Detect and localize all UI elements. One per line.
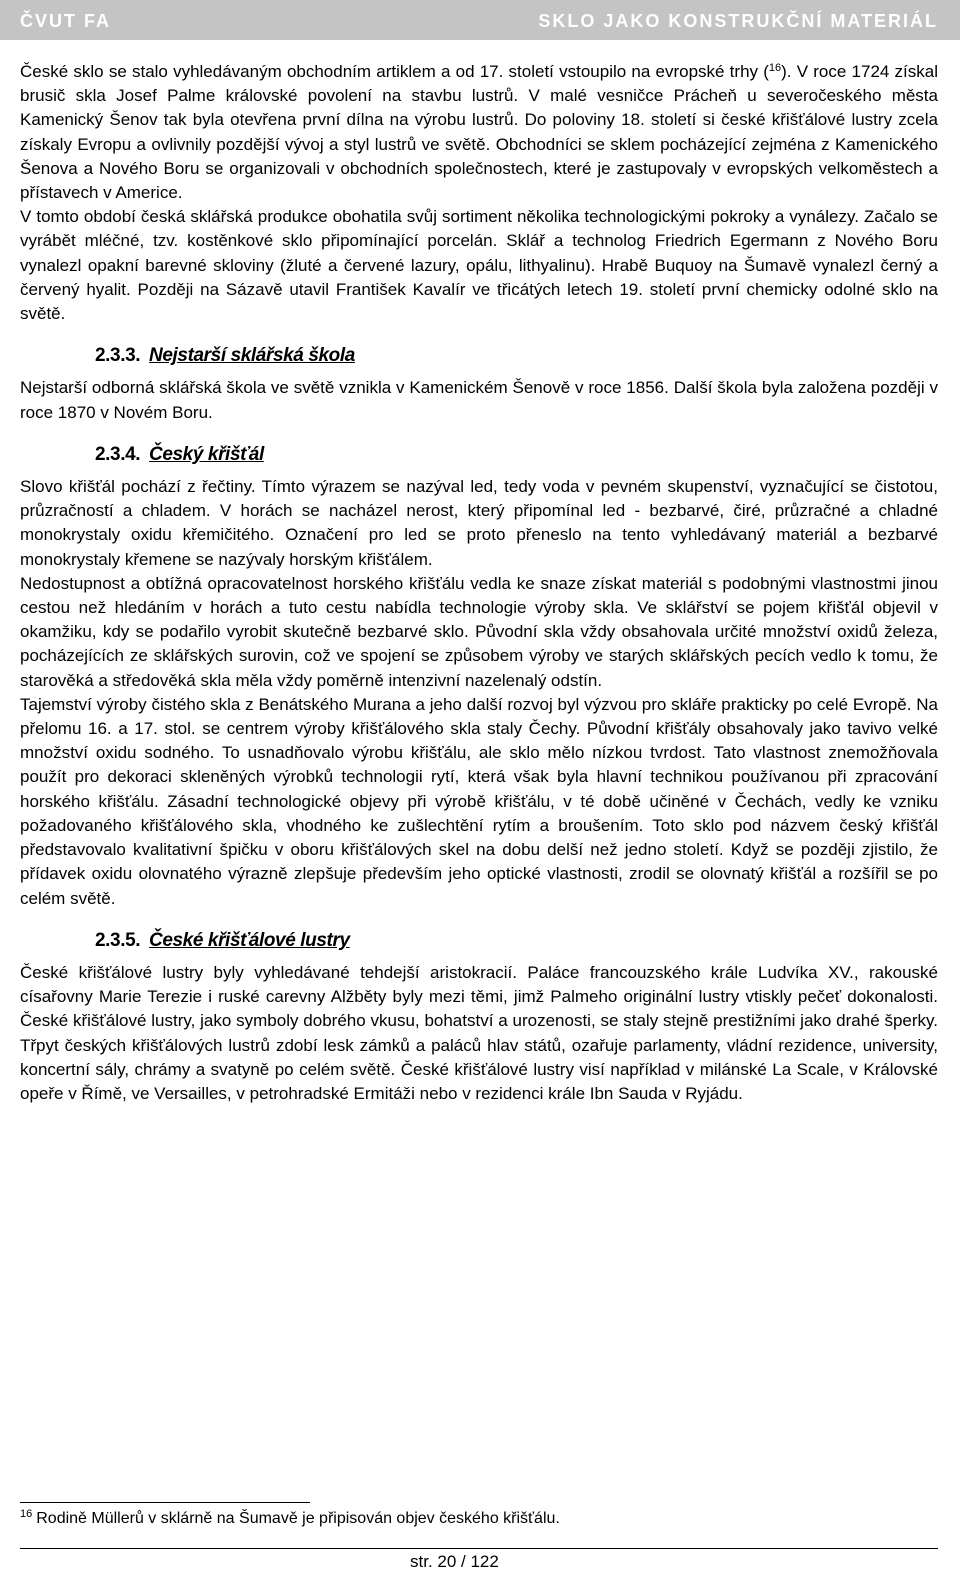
section-heading [95,443,938,467]
section-title: Český křišťál [149,443,264,465]
header-document-title: SKLO JAKO KONSTRUKČNÍ MATERIÁL [538,11,938,31]
footnote [20,1508,560,1528]
footnote-divider [20,1502,310,1503]
page-number: str. 20 / 122 [410,1552,499,1571]
footnote-number: 16 [20,1508,33,1520]
page-header [0,0,960,40]
paragraph: České křišťálové lustry byly vyhledávané tehdejší aristokracií. Paláce francouzského krále Ludvíka XV., rakouské císařovny Marie Terezie i ruské carevny Alžběty byly mezi těmi, jimž Palmeho originální lustry vtiskly pečeť dokonalosti. České křišťálové lustry, jako symboly dobrého vkusu, bohatství a urozenosti, se staly stejně prestižními jako drahé šperky. Třpyt českých křišťálových lustrů zdobí lesk zámků a paláců hlav států, ozařuje parlamenty, vládní rezidence, university, koncertní sály, chrámy a svatyně po celém světě. České křišťálové lustry visí například v milánské La Scale, v Královské opeře v Římě, ve Versailles, v petrohradské Ermitáži nebo v rezidenci krále Ibn Sauda v Ryjádu. [20,962,938,1103]
section-title: Nejstarší sklářská škola [149,345,355,367]
paragraph: V tomto období česká sklářská produkce obohatila svůj sortiment několika technologickými pokroky a vynálezy. Začalo se vyrábět mléčné, tzv. kostěnkové sklo připomínající porcelán. Sklář a technolog Friedrich Egermann z Nového Boru vynalezl opakní barevné skloviny (žluté a červené lazury, opálu, lithyalinu). Hrabě Buquoy na Šumavě vynalezl černý a červený hyalit. Později na Sázavě utavil František Kavalír ve třicátých letech 19. století první chemicky odolné sklo na světě. [20,207,938,324]
paragraph: Nedostupnost a obtížná opracovatelnost horského křišťálu vedla ke snaze získat materiál s podobnými vlastnostmi jinou cestou než hledáním v horách a tuto cestu nabídla technologie výroby skla. Ve sklářství se pojem křišťál objevil v okamžiku, kdy se podařilo vyrobit skutečně bezbarvé sklo. Původní skla vždy obsahovala určité množství oxidů železa, pocházejících ze sklářských surovin, což ve spojení se způsobem výroby ve starých sklářských pecích vedlo k tomu, že starověká a středověká skla měla vždy poměrně intenzivní nazelenalý odstín. [20,573,938,690]
paragraph: Slovo křišťál pochází z řečtiny. Tímto výrazem se nazýval led, tedy voda v pevném skupenství, vyznačující se čistotou, průzračností a chladem. V horách se nacházel nerost, který připomínal led - bezbarvé, čiré, průzračné a chladné monokrystaly oxidu křemičitého. Označení pro led se proto přeneslo na tento vyhledávaný materiál a bezbarvé monokrystaly křemene se nazývaly horským křišťálem. [20,477,938,569]
section-heading [95,929,938,953]
footnote-text: Rodině Müllerů v sklárně na Šumavě je připisován objev českého křišťálu. [36,1510,560,1527]
section-heading [95,344,938,368]
header-institution: ČVUT FA [20,11,112,31]
section-title: České křišťálové lustry [149,929,350,951]
footer-divider [20,1548,938,1549]
paragraph: České sklo se stalo vyhledávaným obchodním artiklem a od 17. století vstoupilo na evropské trhy ($^{16}$). V roce 1724 získal brusič skla Josef Palme královské povolení na stavbu lustrů. V malé vesničce Prácheň u severočeského města Kamenický Šenov tak byla otevřena první dílna na výrobu lustrů. Do poloviny 18. století si české křišťálové lustry zcela získaly Evropu a ovlivnily pozdější vývoj a styl lustrů ve světě. Obchodníci se sklem pocházející zejména z Kamenického Šenova a Nového Boru se organizovali v obchodních společnostech, které je zastupovaly v evropských velkoměstech a přístavech v Americe. [20,62,939,203]
paragraph: Nejstarší odborná sklářská škola ve světě vznikla v Kamenickém Šenově v roce 1856. Další škola byla založena později v roce 1870 v Novém Boru. [20,378,938,422]
section-number: 2.3.4. [95,443,141,465]
page-content [20,60,938,1106]
paragraph: Tajemství výroby čistého skla z Benátského Murana a jeho další rozvoj byl výzvou pro skláře prakticky po celé Evropě. Na přelomu 16. a 17. stol. se centrem výroby křišťálového skla staly Čechy. Původní křišťály obsahovaly jako tavivo velké množství oxidu sodného. To usnadňovalo výrobu křišťálu, ale sklo mělo nízkou tvrdost. Tato vlastnost znemožňovala použít pro dekoraci skleněných výrobků technologii rytí, která však byla hlavní technikou používanou při zpracování horského křišťálu. Zásadní technologické objevy při výrobě křišťálu, v té době učiněné v Čechách, vedly ke vzniku požadovaného křišťálového skla, vhodného ke zušlechtění rytím a broušením. Toto sklo pod názvem český křišťál představovalo kvalitativní špičku v oboru křišťálových skel na dobu delší než jedno století. Když se později zjistilo, že přídavek oxidu olovnatého výrazně zlepšuje především jeho optické vlastnosti, zrodil se olovnatý křišťál a rozšířil se po celém světě. [20,694,938,908]
section-number: 2.3.5. [95,929,141,951]
section-number: 2.3.3. [95,345,141,367]
footnote-reference[interactable]: 16 [768,62,782,74]
